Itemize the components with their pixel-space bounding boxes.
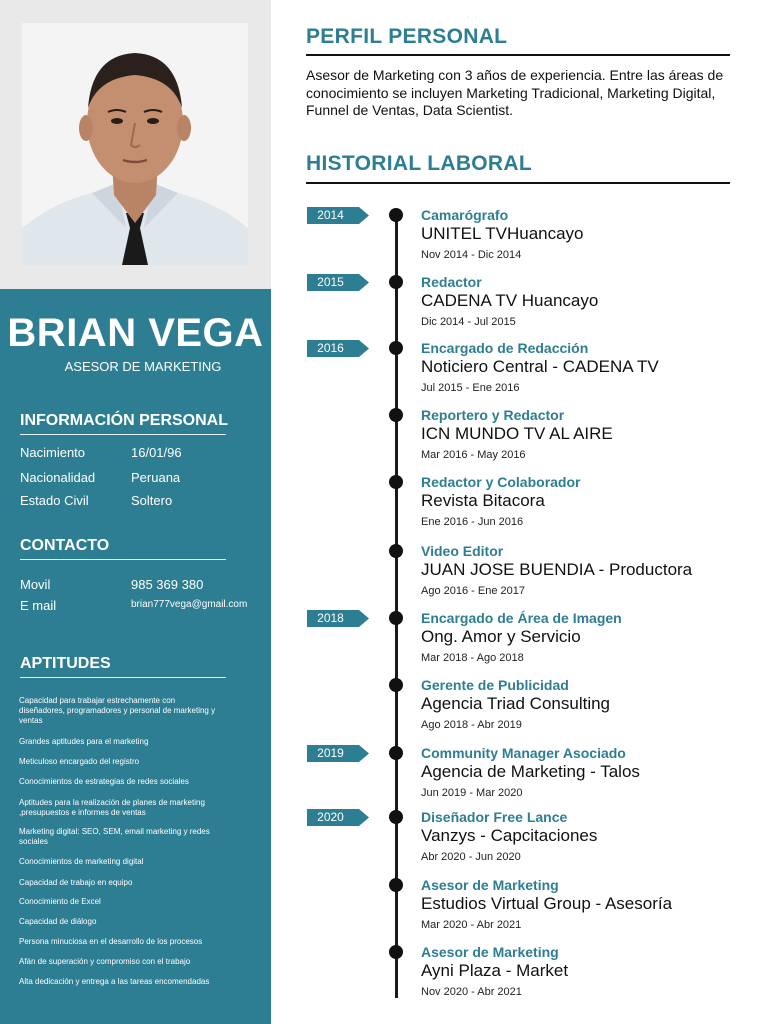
timeline-dot (389, 208, 403, 222)
job-title: Reportero y Redactor (421, 407, 565, 423)
timeline-dot (389, 275, 403, 289)
skill-item: Conocimiento de Excel (19, 897, 101, 906)
person-role: ASESOR DE MARKETING (64, 359, 222, 374)
civil-status-value: Soltero (131, 493, 173, 508)
job-title: Redactor (421, 274, 482, 290)
phone-value: 985 369 380 (131, 577, 204, 592)
job-dates: Ene 2016 - Jun 2016 (421, 516, 524, 528)
skill-item: Conocimientos de marketing digital (19, 857, 144, 866)
profile-heading: PERFIL PERSONAL (306, 25, 508, 48)
year-badge (307, 340, 369, 357)
birth-label: Nacimiento (20, 445, 86, 460)
job-company: Noticiero Central - CADENA TV (421, 357, 659, 376)
sidebar (0, 0, 271, 1024)
nationality-label: Nacionalidad (20, 470, 96, 485)
year-badge (307, 207, 369, 224)
job-title: Encargado de Redacción (421, 340, 589, 356)
job-title: Gerente de Publicidad (421, 677, 569, 693)
job-dates: Mar 2016 - May 2016 (421, 449, 526, 461)
skill-item: Conocimientos de estrategias de redes sociales (19, 777, 189, 786)
job-company: Vanzys - Capcitaciones (421, 826, 598, 845)
job-company: UNITEL TVHuancayo (421, 224, 584, 243)
skills-divider (20, 677, 226, 678)
personal-info-heading: INFORMACIÓN PERSONAL (20, 412, 228, 429)
job-title: Video Editor (421, 543, 504, 559)
skill-item: Capacidad de diálogo (19, 917, 97, 926)
job-dates: Mar 2020 - Abr 2021 (421, 919, 522, 931)
year-badge-label: 2016 (317, 341, 344, 355)
year-badge (307, 745, 369, 762)
sidebar-panel (0, 289, 271, 1024)
job-title: Camarógrafo (421, 207, 509, 223)
job-dates: Mar 2018 - Ago 2018 (421, 652, 524, 664)
skill-item: Alta dedicación y entrega a las tareas encomendadas (19, 977, 210, 986)
job-title: Asesor de Marketing (421, 877, 559, 893)
timeline-dot (389, 408, 403, 422)
civil-status-label: Estado Civil (20, 493, 89, 508)
contact-heading: CONTACTO (20, 537, 110, 554)
skill-item: Grandes aptitudes para el marketing (19, 737, 149, 746)
timeline-dot (389, 746, 403, 760)
skill-item: Aptitudes para la realización de planes de marketing ,presupuestos e informes de ventas (19, 798, 205, 817)
timeline-dot (389, 341, 403, 355)
timeline-dot (389, 544, 403, 558)
contact-divider (20, 559, 226, 560)
job-dates: Nov 2020 - Abr 2021 (421, 986, 522, 998)
year-badge (307, 274, 369, 291)
year-badge-label: 2015 (317, 275, 344, 289)
profile-divider (306, 54, 730, 56)
work-heading: HISTORIAL LABORAL (306, 152, 532, 175)
job-dates: Ago 2018 - Abr 2019 (421, 719, 522, 731)
job-title: Redactor y Colaborador (421, 474, 581, 490)
job-company: Agencia Triad Consulting (421, 694, 611, 713)
skill-item: Meticuloso encargado del registro (19, 757, 140, 766)
job-dates: Ago 2016 - Ene 2017 (421, 585, 525, 597)
profile-photo (22, 23, 248, 265)
person-name: BRIAN VEGA (7, 311, 264, 355)
timeline-dot (389, 878, 403, 892)
year-badge-label: 2018 (317, 611, 344, 625)
personal-info-divider (20, 434, 226, 435)
job-title: Community Manager Asociado (421, 745, 626, 761)
job-company: ICN MUNDO TV AL AIRE (421, 424, 613, 443)
work-divider (306, 182, 730, 184)
email-label: E mail (20, 598, 57, 613)
timeline-dot (389, 678, 403, 692)
job-title: Diseñador Free Lance (421, 809, 568, 825)
job-title: Asesor de Marketing (421, 944, 559, 960)
job-company: Ayni Plaza - Market (421, 961, 569, 980)
job-company: Revista Bitacora (421, 491, 545, 510)
job-company: Ong. Amor y Servicio (421, 627, 581, 646)
email-value: brian777vega@gmail.com (131, 599, 248, 610)
year-badge-label: 2020 (317, 810, 344, 824)
skill-item: Afán de superación y compromiso con el trabajo (19, 957, 191, 966)
job-dates: Jun 2019 - Mar 2020 (421, 787, 523, 799)
job-dates: Jul 2015 - Ene 2016 (421, 382, 520, 394)
job-title: Encargado de Área de Imagen (421, 610, 622, 626)
year-badge (307, 809, 369, 826)
year-badge (307, 610, 369, 627)
profile-text: Asesor de Marketing con 3 años de experiencia. Entre las áreas de conocimiento se incluyen Marketing Tradicional, Marketing Digital, Funnel de Ventas, Data Scientist. (306, 67, 724, 118)
skill-item: Capacidad de trabajo en equipo (19, 878, 133, 887)
birth-value: 16/01/96 (131, 445, 182, 460)
skill-item: Persona minuciosa en el desarrollo de los procesos (19, 937, 203, 946)
year-badge-label: 2019 (317, 746, 344, 760)
job-dates: Dic 2014 - Jul 2015 (421, 316, 516, 328)
phone-label: Movil (20, 577, 51, 592)
nationality-value: Peruana (131, 470, 181, 485)
timeline-dot (389, 945, 403, 959)
timeline-dot (389, 611, 403, 625)
timeline-dot (389, 475, 403, 489)
job-company: Estudios Virtual Group - Asesoría (421, 894, 673, 913)
skills-heading: APTITUDES (20, 655, 111, 672)
job-company: CADENA TV Huancayo (421, 291, 599, 310)
skill-item: Capacidad para trabajar estrechamente con diseñadores, programadores y personal de marketing y ventas (19, 696, 216, 725)
timeline-dot (389, 810, 403, 824)
job-dates: Nov 2014 - Dic 2014 (421, 249, 522, 261)
skill-item: Marketing digital: SEO, SEM, email marketing y redes sociales (19, 827, 210, 846)
job-dates: Abr 2020 - Jun 2020 (421, 851, 521, 863)
job-company: Agencia de Marketing - Talos (421, 762, 640, 781)
job-company: JUAN JOSE BUENDIA - Productora (421, 560, 693, 579)
year-badge-label: 2014 (317, 208, 344, 222)
